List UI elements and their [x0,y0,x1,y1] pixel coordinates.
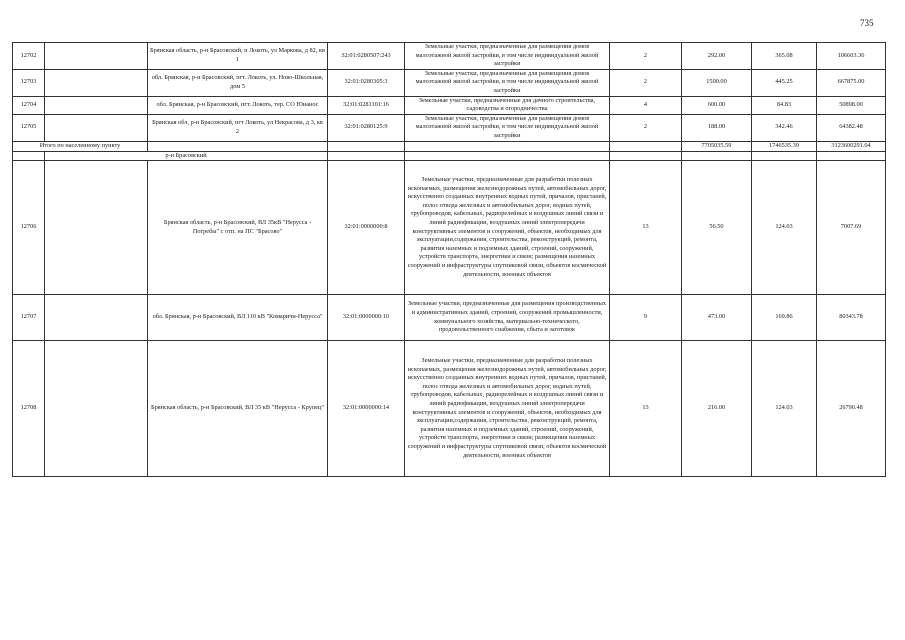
table-row [13,161,886,295]
land-use-purpose: Земельные участки, предназначенные для размещения домов малоэтажной жилой застройки, в том числе индивидуальной жилой застройки [405,69,610,96]
district-empty-cell [752,151,817,161]
district-header-row [13,151,886,161]
total-empty-cell [405,141,610,151]
specific-value: 169.86 [752,295,817,341]
parcel-number: 12707 [13,295,45,341]
land-use-purpose: Земельные участки, предназначенные для дачного строительства, садоводства и огородничества [405,96,610,114]
total-label: Итого по населенному пункту [13,141,148,151]
total-empty-cell [148,141,328,151]
specific-value: 342.46 [752,114,817,141]
parcel-number: 12702 [13,43,45,70]
table-row [13,341,886,477]
cadastral-value: 26790.48 [817,341,886,477]
parcel-number: 12703 [13,69,45,96]
total-area: 7705035.59 [682,141,752,151]
cadastral-number: 32:01:0281101:16 [328,96,405,114]
parcel-area: 188.00 [682,114,752,141]
parcel-address: Брянская область, р-н Брасовский, ВЛ 35кВ "Нерусса - Погребы" с отп. на ПС "Брасово" [148,161,328,295]
cadastral-value: 80343.78 [817,295,886,341]
parcel-address: Брянская область, р-н Брасовский, ВЛ 35 кВ "Нерусса - Крупец" [148,341,328,477]
land-use-purpose: Земельные участки, предназначенные для разработки полезных ископаемых, размещения железнодорожных путей, автомобильных дорог, искусственно созданных внутренних водных путей, причалов, пристаней, полос отвода железных и автомобильных дорог, водных путей, трубопроводов, кабельных, радиорелейных и воздушных линий связи и линий радиофикации, воздушных линий электропередачи конструктивных элементов и сооружений, объектов, необходимых для эксплуатации,содержания, строительства, реконструкций, ремонта, развития наземных и подземных зданий, строений, сооружений, устройств транспорта, энергетики и связи; размещения наземных сооружений и инфраструктуры спутниковой связи, объектов космической деятельности, военных объектов [405,341,610,477]
page-number: 735 [860,18,874,28]
cadastral-number: 32:01:0280125:9 [328,114,405,141]
land-cadastral-table [12,42,886,477]
specific-value: 84.83 [752,96,817,114]
specific-value: 124.03 [752,341,817,477]
use-group: 13 [610,161,682,295]
use-group: 4 [610,96,682,114]
empty-cell [45,295,148,341]
cadastral-value: 667875.00 [817,69,886,96]
parcel-area: 600.00 [682,96,752,114]
parcel-number: 12705 [13,114,45,141]
specific-value: 124.03 [752,161,817,295]
specific-value: 445.25 [752,69,817,96]
land-use-purpose: Земельные участки, предназначенные для размещения домов малоэтажной жилой застройки, в том числе индивидуальной жилой застройки [405,43,610,70]
district-empty-cell [817,151,886,161]
use-group: 9 [610,295,682,341]
cadastral-value: 106603.36 [817,43,886,70]
district-empty-cell [682,151,752,161]
use-group: 13 [610,341,682,477]
total-value: 3123600291.04 [817,141,886,151]
district-empty-cell [610,151,682,161]
settlement-total-row [13,141,886,151]
use-group: 2 [610,114,682,141]
total-rate: 1746535.39 [752,141,817,151]
cadastral-value: 64382.48 [817,114,886,141]
empty-cell [45,96,148,114]
land-use-purpose: Земельные участки, предназначенные для разработки полезных ископаемых, размещения железнодорожных путей, автомобильных дорог, искусственно созданных внутренних водных путей, причалов, пристаней, полос отвода железных и автомобильных дорог, водных путей, трубопроводов, кабельных, радиорелейных и воздушных линий связи и линий радиофикации, воздушных линий электропередачи конструктивных элементов и сооружений, объектов, необходимых для эксплуатации,содержания, строительства, реконструкций, ремонта, развития наземных и подземных зданий, строений, сооружений, устройств транспорта, энергетики и связи; размещения наземных сооружений и инфраструктуры спутниковой связи, объектов космической деятельности, военных объектов [405,161,610,295]
parcel-number: 12704 [13,96,45,114]
use-group: 2 [610,69,682,96]
district-empty-cell [13,151,45,161]
land-use-purpose: Земельные участки, предназначенные для размещения производственных и административных зданий, строений, сооружений промышленности, коммунального хозяйства, материально-технического, продовольственного снабжения, сбыта и заготовок [405,295,610,341]
empty-cell [45,69,148,96]
parcel-address: Брянская обл, р-н Брасовский, пгт Локоть, ул Некрасова, д 3, кв 2 [148,114,328,141]
parcel-area: 216.00 [682,341,752,477]
cadastral-value: 50898.00 [817,96,886,114]
parcel-area: 1500.00 [682,69,752,96]
cadastral-number: 32:01:0280305:3 [328,69,405,96]
cadastral-value: 7007.69 [817,161,886,295]
empty-cell [45,114,148,141]
specific-value: 365.08 [752,43,817,70]
cadastral-number: 32:01:0000000:10 [328,295,405,341]
total-empty-cell [610,141,682,151]
cadastral-number: 32:01:0000000:8 [328,161,405,295]
empty-cell [45,43,148,70]
parcel-address: Брянская область, р-н Брасовский, п Локоть, ул Маркова, д 82, кв 1 [148,43,328,70]
total-empty-cell [328,141,405,151]
parcel-area: 56.50 [682,161,752,295]
parcel-address: обл. Брянская, р-н Брасовский, пгт. Локоть, тер. СО Юнанос [148,96,328,114]
empty-cell [45,161,148,295]
parcel-area: 292.00 [682,43,752,70]
district-empty-cell [405,151,610,161]
empty-cell [45,341,148,477]
table-row [13,43,886,70]
district-name: р-н Брасовский [45,151,328,161]
table-row [13,114,886,141]
cadastral-number: 32:01:0000000:14 [328,341,405,477]
parcel-number: 12706 [13,161,45,295]
land-use-purpose: Земельные участки, предназначенные для размещения домов малоэтажной жилой застройки, в том числе индивидуальной жилой застройки [405,114,610,141]
parcel-address: обл. Брянская, р-н Брасовский, ВЛ 110 кВ "Комаричи-Нерусса" [148,295,328,341]
table-row [13,69,886,96]
parcel-area: 473.00 [682,295,752,341]
table-row [13,295,886,341]
district-empty-cell [328,151,405,161]
use-group: 2 [610,43,682,70]
table-row [13,96,886,114]
parcel-number: 12708 [13,341,45,477]
cadastral-number: 32:01:0280507:243 [328,43,405,70]
parcel-address: обл. Брянская, р-н Брасовский, пгт. Локоть, ул. Ново-Школьная, дом 5 [148,69,328,96]
